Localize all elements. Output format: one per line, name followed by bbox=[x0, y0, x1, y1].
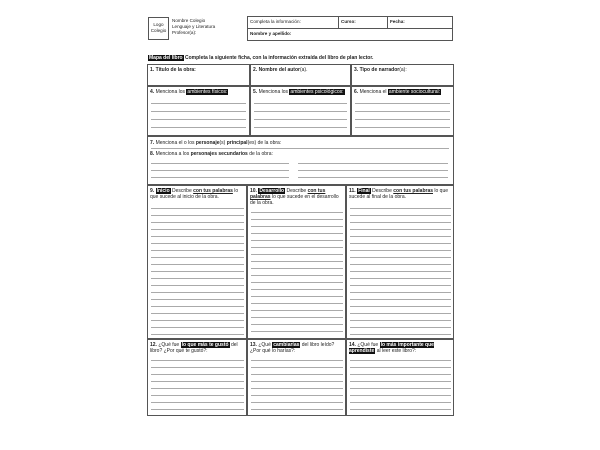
writing-line bbox=[251, 409, 343, 410]
writing-line bbox=[350, 313, 451, 314]
writing-line bbox=[151, 222, 244, 223]
writing-line bbox=[350, 367, 451, 368]
writing-line bbox=[251, 247, 343, 248]
writing-line bbox=[151, 374, 244, 375]
school-name: Nombre Colegio bbox=[172, 18, 206, 23]
writing-line bbox=[350, 402, 451, 403]
q4-cell[interactable] bbox=[147, 86, 250, 136]
writing-line bbox=[251, 233, 343, 234]
writing-line bbox=[151, 208, 244, 209]
writing-line bbox=[251, 240, 343, 241]
writing-line bbox=[251, 317, 343, 318]
q14-cell[interactable] bbox=[346, 339, 454, 416]
writing-line bbox=[151, 243, 244, 244]
q6-cell[interactable] bbox=[351, 86, 454, 136]
writing-line bbox=[251, 275, 343, 276]
writing-line bbox=[251, 268, 343, 269]
q2-label: 2. Nombre del autor(a). bbox=[253, 67, 308, 73]
q9-label: 9. Inicio Describe con tus palabras lo que sucede al inicio de la obra. bbox=[150, 188, 239, 200]
q10-cell[interactable] bbox=[247, 185, 346, 339]
writing-line bbox=[151, 285, 244, 286]
complete-info-label: Completa la información: bbox=[250, 19, 301, 24]
writing-line bbox=[350, 360, 451, 361]
q14-label: 14. ¿Qué fue lo más importante que aprendiste al leer este libro?: bbox=[349, 342, 434, 354]
q11-label: 11. Final Describe con tus palabras lo que sucede al final de la obra. bbox=[349, 188, 449, 200]
writing-line bbox=[251, 324, 343, 325]
writing-line bbox=[151, 395, 244, 396]
writing-line bbox=[151, 409, 244, 410]
writing-line bbox=[350, 208, 451, 209]
q13-cell[interactable] bbox=[247, 339, 346, 416]
writing-line bbox=[151, 264, 244, 265]
writing-line bbox=[251, 395, 343, 396]
writing-line bbox=[251, 254, 343, 255]
writing-line bbox=[251, 374, 343, 375]
writing-line bbox=[251, 289, 343, 290]
page-title bbox=[148, 55, 373, 61]
logo-text-2: Colegio bbox=[150, 27, 167, 33]
writing-line bbox=[350, 285, 451, 286]
q7-q8-cell[interactable] bbox=[147, 136, 454, 185]
writing-line bbox=[251, 310, 343, 311]
writing-line bbox=[151, 271, 244, 272]
writing-line bbox=[151, 292, 244, 293]
q8-label: 8. Menciona a los personajes secundarios de la obra: bbox=[150, 151, 273, 157]
writing-line bbox=[151, 367, 244, 368]
q3-label: 3. Tipo de narrador(a): bbox=[354, 67, 407, 73]
writing-line bbox=[151, 320, 244, 321]
writing-line bbox=[350, 388, 451, 389]
writing-line bbox=[251, 212, 343, 213]
title-instruction: Completa la siguiente ficha, con la información extraída del libro de plan lector. bbox=[185, 55, 374, 61]
writing-line bbox=[251, 303, 343, 304]
writing-line bbox=[350, 327, 451, 328]
writing-line bbox=[151, 402, 244, 403]
writing-line bbox=[151, 360, 244, 361]
writing-line bbox=[350, 243, 451, 244]
writing-line bbox=[151, 236, 244, 237]
q5-cell[interactable] bbox=[250, 86, 351, 136]
writing-line bbox=[151, 257, 244, 258]
writing-line bbox=[151, 306, 244, 307]
q4-label: 4. Menciona los ambientes físicos: bbox=[150, 89, 228, 95]
name-field[interactable]: Nombre y apellido: bbox=[250, 31, 292, 36]
q12-label: 12. ¿Qué fue lo que más te gustó del libro? ¿Por qué te gustó?: bbox=[150, 342, 238, 354]
writing-line bbox=[251, 296, 343, 297]
writing-line bbox=[251, 388, 343, 389]
writing-line bbox=[151, 229, 244, 230]
q7-label: 7. Menciona el o los personaje(s) principal(es) de la obra: bbox=[150, 140, 282, 146]
writing-line bbox=[251, 282, 343, 283]
writing-line bbox=[151, 278, 244, 279]
teacher-label: Profesor(a): bbox=[172, 30, 197, 35]
q3-cell[interactable] bbox=[351, 64, 454, 86]
logo-box bbox=[148, 17, 169, 40]
q1-label: 1. Título de la obra: bbox=[150, 67, 196, 73]
q12-cell[interactable] bbox=[147, 339, 247, 416]
writing-line bbox=[251, 226, 343, 227]
q9-cell[interactable] bbox=[147, 185, 247, 339]
writing-line bbox=[251, 367, 343, 368]
writing-line bbox=[251, 402, 343, 403]
writing-line bbox=[350, 334, 451, 335]
q11-cell[interactable] bbox=[346, 185, 454, 339]
writing-line bbox=[350, 292, 451, 293]
writing-line bbox=[151, 250, 244, 251]
q2-cell[interactable] bbox=[250, 64, 351, 86]
writing-line bbox=[151, 381, 244, 382]
logo-text-1: Logo bbox=[153, 22, 164, 27]
date-field[interactable]: Fecha: bbox=[390, 19, 405, 24]
course-field[interactable]: Curso: bbox=[341, 19, 356, 24]
writing-line bbox=[151, 215, 244, 216]
q13-label: 13. ¿Qué cambiarías del libro leído? ¿Por qué lo harías?: bbox=[250, 342, 335, 354]
writing-line bbox=[350, 278, 451, 279]
writing-line bbox=[350, 320, 451, 321]
writing-line bbox=[350, 271, 451, 272]
writing-line bbox=[350, 395, 451, 396]
q5-label: 5. Menciona los ambientes psicológicos: bbox=[253, 89, 344, 95]
writing-line bbox=[151, 313, 244, 314]
writing-line bbox=[251, 219, 343, 220]
writing-line bbox=[350, 381, 451, 382]
writing-line bbox=[251, 381, 343, 382]
writing-line bbox=[350, 222, 451, 223]
q1-cell[interactable] bbox=[147, 64, 250, 86]
writing-line bbox=[350, 257, 451, 258]
writing-line bbox=[151, 388, 244, 389]
writing-line bbox=[151, 327, 244, 328]
writing-line bbox=[251, 360, 343, 361]
writing-line bbox=[350, 306, 451, 307]
q10-label: 10. Desarrollo Describe con tus palabras lo que sucede en el desarrollo de la obra. bbox=[250, 188, 339, 206]
subject-name: Lenguaje y Literatura bbox=[172, 24, 216, 29]
writing-line bbox=[350, 409, 451, 410]
writing-line bbox=[350, 264, 451, 265]
writing-line bbox=[350, 374, 451, 375]
writing-line bbox=[151, 299, 244, 300]
writing-line bbox=[151, 334, 244, 335]
writing-line bbox=[350, 229, 451, 230]
writing-line bbox=[350, 236, 451, 237]
writing-line bbox=[251, 261, 343, 262]
title-tag: Mapa del libro bbox=[149, 55, 183, 61]
writing-line bbox=[350, 215, 451, 216]
writing-line bbox=[350, 250, 451, 251]
writing-line bbox=[350, 299, 451, 300]
writing-line bbox=[251, 331, 343, 332]
q6-label: 6. Menciona el ambiente sociocultural: bbox=[354, 89, 441, 95]
